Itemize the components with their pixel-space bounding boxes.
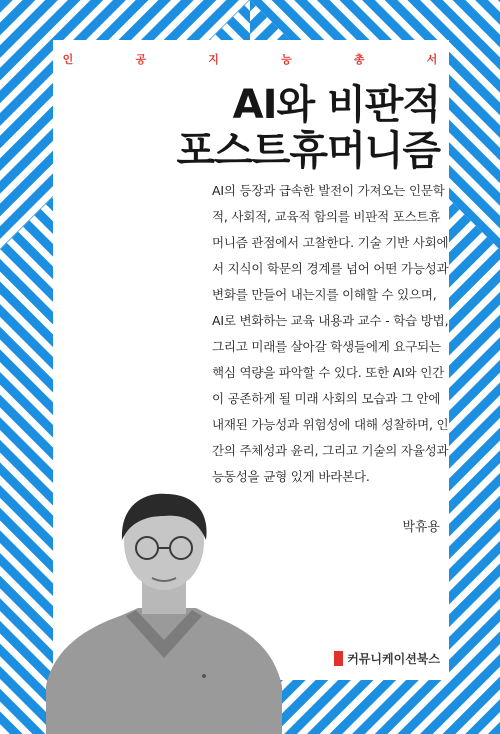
book-description: AI의 등장과 급속한 발전이 가져오는 인문학적, 사회적, 교육적 함의를 비판적 포스트휴머니즘 관점에서 고찰한다. 기술 기반 사회에서 지식이 학문의 경계를 넘어 어떤 가능성과 변화를 만들어 내는지를 이해할 수 있으며, AI로 변화하는 교육 내용과 교수 - 학습 방법, 그리고 미래를 살아갈 학생들에게 요구되는 핵심 역량을 파악할 수 있다. 또한 AI와 인간이 공존하게 될 미래 사회의 모습과 그 안에 내재된 가능성과 위험성에 대해 성찰하며, 인간의 주체성과 윤리, 그리고 기술의 자율성과 능동성을 균형 있게 바라본다. bbox=[212, 183, 449, 484]
series-char: 공 bbox=[135, 53, 147, 66]
publisher-logo bbox=[334, 650, 440, 667]
series-char: 능 bbox=[281, 53, 292, 66]
series-char: 지 bbox=[208, 53, 219, 66]
book-title-line-1: AI와 비판적 bbox=[232, 82, 440, 128]
series-char: 서 bbox=[426, 53, 438, 66]
series-char: 총 bbox=[353, 53, 365, 66]
publisher-mark-icon bbox=[334, 651, 343, 666]
book-title-line-2: 포스트휴머니즘 bbox=[176, 128, 440, 174]
publisher-name: 커뮤니케이션북스 bbox=[347, 652, 440, 666]
author-photo bbox=[46, 490, 282, 734]
author-name: 박휴용 bbox=[402, 520, 440, 535]
series-label bbox=[60, 51, 440, 67]
series-char: 인 bbox=[62, 53, 74, 66]
